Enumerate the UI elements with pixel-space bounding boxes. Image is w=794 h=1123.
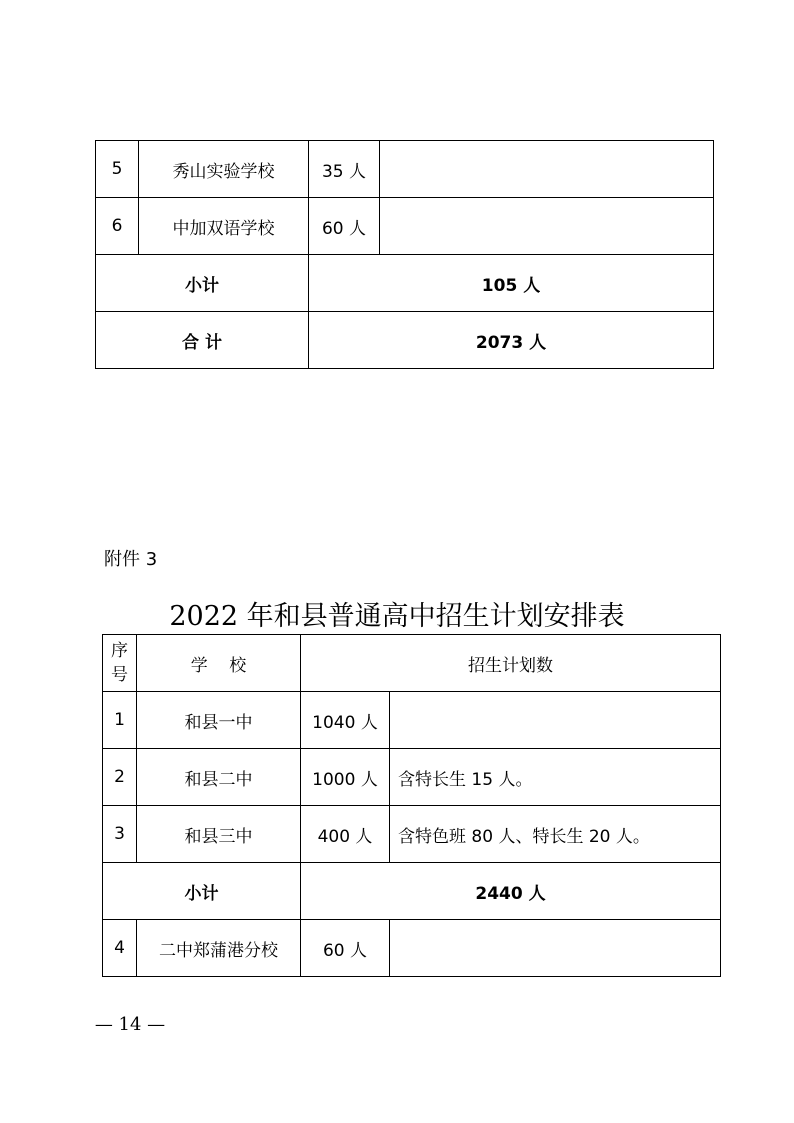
table-row [103, 749, 721, 806]
total-row [96, 312, 714, 369]
total-label: 合 计 [96, 312, 309, 369]
school-name: 和县一中 [137, 692, 301, 749]
header-row [103, 635, 721, 692]
subtotal-value: 105 人 [309, 255, 714, 312]
remark [380, 198, 714, 255]
enrollment-count: 1040 人 [301, 692, 390, 749]
table-row [103, 806, 721, 863]
subtotal-label: 小计 [96, 255, 309, 312]
attachment-label: 附件 3 [104, 549, 158, 570]
table-row [103, 920, 721, 977]
school-name: 中加双语学校 [139, 198, 309, 255]
remark: 含特色班 80 人、特长生 20 人。 [390, 806, 721, 863]
table-row [103, 692, 721, 749]
header-school: 学 校 [137, 635, 301, 692]
subtotal-value: 2440 人 [301, 863, 721, 920]
row-number: 6 [96, 198, 139, 255]
enrollment-count: 35 人 [309, 141, 380, 198]
remark [390, 920, 721, 977]
table-row [96, 141, 714, 198]
row-number: 3 [103, 806, 137, 863]
subtotal-row [96, 255, 714, 312]
remark: 含特长生 15 人。 [390, 749, 721, 806]
remark [380, 141, 714, 198]
enrollment-count: 60 人 [301, 920, 390, 977]
row-number: 1 [103, 692, 137, 749]
page-number: — 14 — [94, 1014, 166, 1035]
school-name: 和县三中 [137, 806, 301, 863]
header-number-line2: 号 [111, 665, 128, 685]
enrollment-plan-table [102, 634, 721, 977]
school-name: 和县二中 [137, 749, 301, 806]
school-name: 秀山实验学校 [139, 141, 309, 198]
row-number: 4 [103, 920, 137, 977]
row-number: 2 [103, 749, 137, 806]
enrollment-table-continued [95, 140, 714, 369]
page-title: 2022 年和县普通高中招生计划安排表 [169, 601, 625, 632]
table-row [96, 198, 714, 255]
header-plan: 招生计划数 [301, 635, 721, 692]
total-value: 2073 人 [309, 312, 714, 369]
remark [390, 692, 721, 749]
header-number-line1: 序 [111, 641, 128, 661]
enrollment-count: 60 人 [309, 198, 380, 255]
subtotal-row [103, 863, 721, 920]
header-number [103, 635, 137, 692]
school-name: 二中郑蒲港分校 [137, 920, 301, 977]
enrollment-count: 1000 人 [301, 749, 390, 806]
enrollment-count: 400 人 [301, 806, 390, 863]
subtotal-label: 小计 [103, 863, 301, 920]
row-number: 5 [96, 141, 139, 198]
